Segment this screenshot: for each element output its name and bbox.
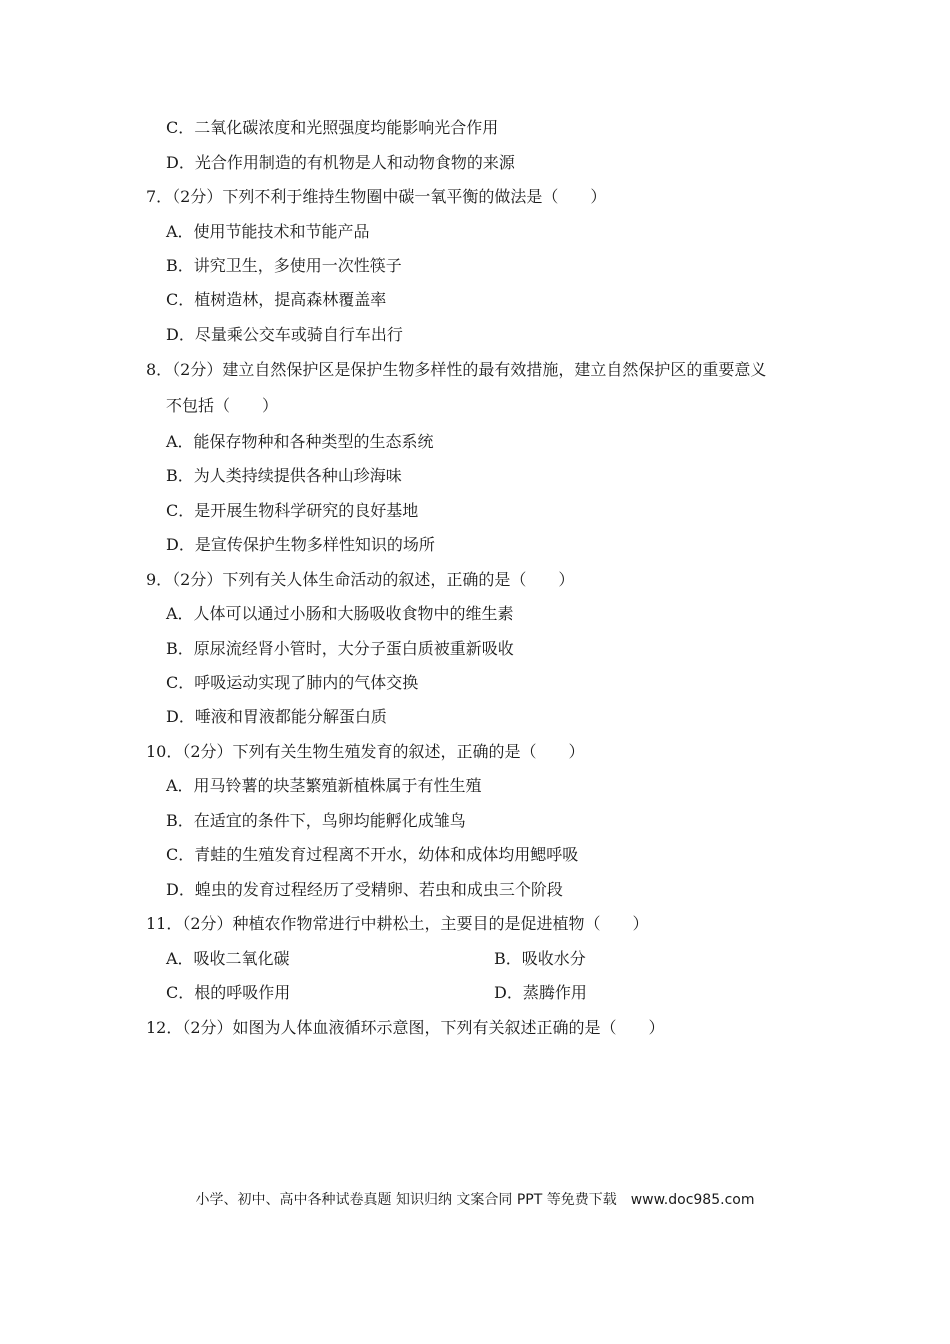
- q6-option-c: C．二氧化碳浓度和光照强度均能影响光合作用: [166, 118, 499, 137]
- q10-option-a: A．用马铃薯的块茎繁殖新植株属于有性生殖: [166, 776, 482, 795]
- q7-option-b: B．讲究卫生，多使用一次性筷子: [166, 256, 402, 275]
- question-10: 10．（2分）下列有关生物生殖发育的叙述，正确的是（ ）: [146, 742, 585, 761]
- q7-option-d: D．尽量乘公交车或骑自行车出行: [166, 325, 403, 344]
- q8-option-b: B．为人类持续提供各种山珍海味: [166, 466, 402, 485]
- q11-option-c: C．根的呼吸作用: [166, 983, 291, 1002]
- q6-option-d: D．光合作用制造的有机物是人和动物食物的来源: [166, 153, 515, 172]
- q9-option-c: C．呼吸运动实现了肺内的气体交换: [166, 673, 419, 692]
- q10-option-b: B．在适宜的条件下，鸟卵均能孵化成雏鸟: [166, 811, 466, 830]
- q7-option-a: A．使用节能技术和节能产品: [166, 222, 370, 241]
- q11-option-d: D．蒸腾作用: [494, 983, 587, 1002]
- question-11: 11．（2分）种植农作物常进行中耕松土，主要目的是促进植物（ ）: [146, 914, 649, 933]
- q8-option-a: A．能保存物种和各种类型的生态系统: [166, 432, 434, 451]
- q10-option-c: C．青蛙的生殖发育过程离不开水，幼体和成体均用鳃呼吸: [166, 845, 579, 864]
- q11-option-b: B．吸收水分: [494, 949, 586, 968]
- q9-option-d: D．唾液和胃液都能分解蛋白质: [166, 707, 387, 726]
- q8-option-c: C．是开展生物科学研究的良好基地: [166, 501, 419, 520]
- question-8-continued: 不包括（ ）: [166, 396, 279, 415]
- q8-option-d: D．是宣传保护生物多样性知识的场所: [166, 535, 435, 554]
- question-7: 7．（2分）下列不利于维持生物圈中碳一氧平衡的做法是（ ）: [146, 187, 607, 206]
- page-footer: 小学、初中、高中各种试卷真题 知识归纳 文案合同 PPT 等免费下载 www.doc985.com: [195, 1192, 755, 1208]
- question-9: 9．（2分）下列有关人体生命活动的叙述，正确的是（ ）: [146, 570, 575, 589]
- q9-option-b: B．原尿流经肾小管时，大分子蛋白质被重新吸收: [166, 639, 514, 658]
- question-12: 12．（2分）如图为人体血液循环示意图，下列有关叙述正确的是（ ）: [146, 1018, 665, 1037]
- q7-option-c: C．植树造林，提高森林覆盖率: [166, 290, 387, 309]
- q9-option-a: A．人体可以通过小肠和大肠吸收食物中的维生素: [166, 604, 514, 623]
- q11-option-a: A．吸收二氧化碳: [166, 949, 290, 968]
- question-8: 8．（2分）建立自然保护区是保护生物多样性的最有效措施，建立自然保护区的重要意义: [146, 360, 767, 379]
- q10-option-d: D．蝗虫的发育过程经历了受精卵、若虫和成虫三个阶段: [166, 880, 563, 899]
